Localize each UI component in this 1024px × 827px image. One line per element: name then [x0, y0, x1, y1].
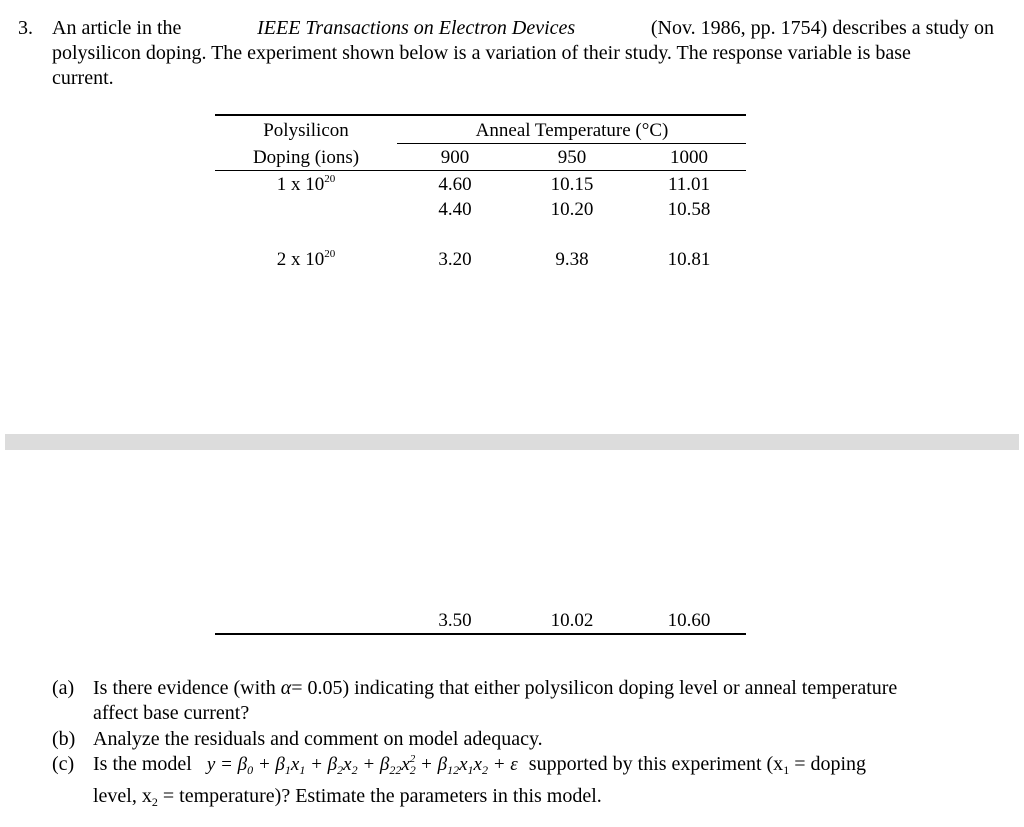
table-bottom-rule	[215, 633, 746, 635]
doping-level-1-base: 1 x 10	[276, 174, 325, 195]
problem-intro-line1	[52, 16, 994, 40]
problem-number: 3.	[18, 17, 33, 39]
x2-subscript: 2	[151, 795, 158, 809]
table-cell: 4.60	[438, 174, 472, 195]
table-cell: 11.01	[667, 174, 711, 195]
temperature-group-header: Anneal Temperature (°C)	[475, 120, 669, 141]
question-c-line2-after: = temperature)? Estimate the parameters in this model.	[162, 785, 602, 807]
table-cell: 10.02	[550, 610, 594, 631]
table-cell: 3.20	[438, 249, 472, 270]
temperature-header-1000: 1000	[670, 147, 708, 168]
doping-level-1	[277, 174, 336, 198]
doping-level-2-exponent: 20	[324, 248, 336, 260]
intro-before-journal: An article in the	[52, 17, 182, 39]
doping-level-2-base: 2 x 10	[276, 249, 325, 270]
x1-subscript: 1	[783, 763, 790, 777]
page-divider-band	[5, 434, 1019, 450]
model-equation: $y = \beta_0 + \beta_1x_1 + \beta_2x_2 + \beta_{22}x_2^2 + \beta_{12}x_1x_2 + \varepsilon$	[206, 753, 518, 777]
doping-level-2	[277, 249, 336, 273]
temperature-header-950: 950	[557, 147, 587, 168]
doping-level-1-exponent: 20	[324, 173, 336, 185]
table-cell: 10.20	[550, 199, 594, 220]
table-cell: 10.81	[667, 249, 711, 270]
table-cell: 9.38	[555, 249, 589, 270]
temperature-header-rule	[397, 143, 746, 144]
temperature-header-900: 900	[440, 147, 470, 168]
problem-intro-line3: current.	[52, 67, 114, 89]
table-cell: 10.15	[550, 174, 594, 195]
table-cell: 10.60	[667, 610, 711, 631]
question-a-line2: affect base current?	[93, 702, 250, 724]
question-c-after2: = doping	[794, 753, 867, 775]
row-header-line2: Doping (ions)	[252, 147, 360, 168]
question-c-line2	[93, 784, 602, 810]
question-c-label: (c)	[52, 753, 75, 775]
table-cell: 10.58	[667, 199, 711, 220]
intro-after-journal: (Nov. 1986, pp. 1754) describes a study on	[650, 17, 994, 39]
table-cell: 3.50	[438, 610, 472, 631]
table-top-rule	[215, 114, 746, 116]
row-header-line1: Polysilicon	[263, 120, 349, 141]
question-a-after: = 0.05) indicating that either polysilicon doping level or anneal temperature	[291, 677, 898, 699]
question-c-after: supported by this experiment (x	[528, 753, 784, 775]
problem-intro-line2: polysilicon doping. The experiment shown below is a variation of their study. The response variable is base	[52, 42, 911, 64]
question-c-line2-before: level, x	[93, 785, 152, 807]
question-b-label: (b)	[52, 728, 76, 750]
table-cell: 4.40	[438, 199, 472, 220]
question-c-before: Is the model	[93, 753, 192, 775]
question-b-text: Analyze the residuals and comment on model adequacy.	[93, 728, 543, 750]
question-c-line1	[93, 752, 866, 779]
table-header-rule	[215, 170, 746, 171]
question-a-before: Is there evidence (with	[93, 677, 276, 699]
question-a-label: (a)	[52, 677, 75, 699]
question-a-line1	[93, 676, 897, 700]
alpha-symbol: α	[280, 677, 292, 699]
journal-name: IEEE Transactions on Electron Devices	[257, 17, 576, 39]
